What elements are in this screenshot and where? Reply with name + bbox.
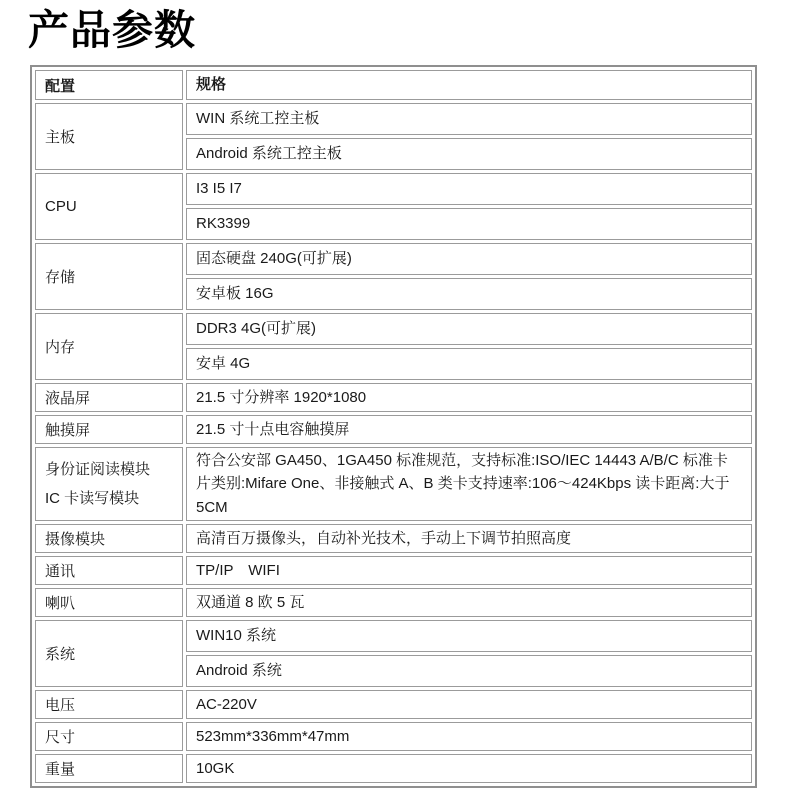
spec-label-motherboard: 主板 [35,103,183,170]
table-row [35,173,752,205]
spec-label-os: 系统 [35,620,183,687]
spec-label-lcd: 液晶屏 [35,383,183,412]
spec-label-dimensions: 尺寸 [35,722,183,751]
spec-value-cpu-intel: I3 I5 I7 [186,173,752,205]
table-row [35,103,752,135]
spec-value-communication: TP/IP WIFI [186,556,752,585]
table-row [35,243,752,275]
table-row [35,383,752,412]
spec-label-voltage: 电压 [35,690,183,719]
spec-label-idcard-line2: IC 卡读写模块 [45,489,140,507]
spec-value-motherboard-android: Android 系统工控主板 [186,138,752,170]
table-header-row [35,70,752,100]
spec-label-cpu: CPU [35,173,183,240]
table-row [35,722,752,751]
table-row [35,415,752,444]
spec-value-os-win10: WIN10 系统 [186,620,752,652]
spec-table [30,65,757,788]
table-row [35,588,752,617]
spec-value-dimensions: 523mm*336mm*47mm [186,722,752,751]
spec-label-communication: 通讯 [35,556,183,585]
table-row [35,313,752,345]
page-title: 产品参数 [28,6,196,54]
table-header-spec: 规格 [186,70,752,100]
spec-value-os-android: Android 系统 [186,655,752,687]
spec-label-idcard-module [35,447,183,521]
table-row [35,447,752,521]
spec-value-idcard-module: 符合公安部 GA450、1GA450 标准规范，支持标准:ISO/IEC 14443 A/B/C 标准卡片类别:Mifare One、非接触式 A、B 类卡支持速率:106～424Kbps 读卡距离:大于 5CM [186,447,752,521]
spec-value-speaker: 双通道 8 欧 5 瓦 [186,588,752,617]
spec-value-voltage: AC-220V [186,690,752,719]
table-row [35,524,752,553]
spec-label-memory: 内存 [35,313,183,380]
table-row [35,556,752,585]
spec-value-storage-android: 安卓板 16G [186,278,752,310]
spec-label-weight: 重量 [35,754,183,783]
spec-label-speaker: 喇叭 [35,588,183,617]
spec-label-idcard-line1: 身份证阅读模块 [45,460,151,478]
spec-value-memory-ddr3: DDR3 4G(可扩展) [186,313,752,345]
spec-value-lcd: 21.5 寸分辨率 1920*1080 [186,383,752,412]
table-row [35,690,752,719]
spec-value-motherboard-win: WIN 系统工控主板 [186,103,752,135]
spec-value-memory-android: 安卓 4G [186,348,752,380]
table-row [35,620,752,652]
spec-label-camera: 摄像模块 [35,524,183,553]
table-row [35,754,752,783]
spec-label-storage: 存储 [35,243,183,310]
spec-value-camera: 高清百万摄像头，自动补光技术，手动上下调节拍照高度 [186,524,752,553]
spec-value-weight: 10GK [186,754,752,783]
spec-value-cpu-rk: RK3399 [186,208,752,240]
spec-label-touchscreen: 触摸屏 [35,415,183,444]
spec-value-storage-ssd: 固态硬盘 240G(可扩展) [186,243,752,275]
table-header-config: 配置 [35,70,183,100]
spec-value-touchscreen: 21.5 寸十点电容触摸屏 [186,415,752,444]
